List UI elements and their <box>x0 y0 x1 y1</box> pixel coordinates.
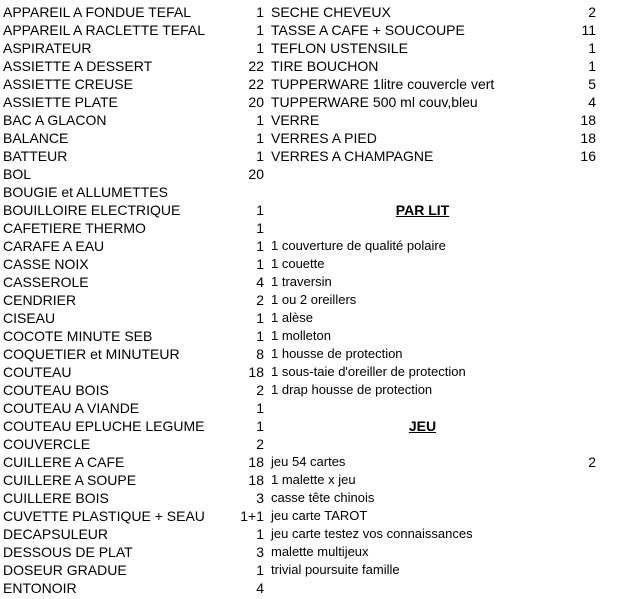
item-name: ENTONOIR <box>3 580 77 596</box>
item-name: COUTEAU BOIS <box>3 382 109 398</box>
item-quantity: 2 <box>588 454 596 470</box>
item-name: COUTEAU A VIANDE <box>3 400 140 416</box>
item-name: 1 traversin <box>271 274 332 289</box>
item-quantity: 18 <box>248 472 264 488</box>
item-name: TIRE BOUCHON <box>271 58 379 74</box>
item-name: DESSOUS DE PLAT <box>3 544 133 560</box>
table-row <box>0 525 642 543</box>
item-quantity: 8 <box>256 346 264 362</box>
item-name: CUILLERE A CAFE <box>3 454 125 470</box>
item-name: CASSEROLE <box>3 274 89 290</box>
table-row <box>0 129 642 147</box>
item-name: VERRES A CHAMPAGNE <box>271 148 434 164</box>
item-name: BOL <box>3 166 32 182</box>
section-heading: JEU <box>408 418 437 434</box>
item-name: CUILLERE A SOUPE <box>3 472 137 488</box>
item-quantity: 1 <box>256 112 264 128</box>
item-quantity: 2 <box>588 4 596 20</box>
item-name: ASSIETTE A DESSERT <box>3 58 153 74</box>
table-row <box>0 327 642 345</box>
table-row <box>0 57 642 75</box>
item-name: 1 sous-taie d'oreiller de protection <box>271 364 466 379</box>
item-name: CENDRIER <box>3 292 77 308</box>
item-name: 1 molleton <box>271 328 331 343</box>
item-quantity: 1 <box>256 310 264 326</box>
table-row <box>0 363 642 381</box>
item-quantity: 4 <box>256 274 264 290</box>
item-name: malette multijeux <box>271 544 369 559</box>
item-quantity: 4 <box>256 580 264 596</box>
item-name: jeu carte testez vos connaissances <box>271 526 473 541</box>
item-name: COUTEAU <box>3 364 72 380</box>
table-row <box>0 255 642 273</box>
item-quantity: 2 <box>256 292 264 308</box>
item-name: 1 drap housse de protection <box>271 382 433 397</box>
item-quantity: 1 <box>256 220 264 236</box>
item-name: jeu 54 cartes <box>271 454 346 469</box>
item-quantity: 1 <box>256 40 264 56</box>
item-name: COUVERCLE <box>3 436 91 452</box>
table-row <box>0 381 642 399</box>
table-row <box>0 219 642 237</box>
item-name: APPAREIL A FONDUE TEFAL <box>3 4 192 20</box>
item-quantity: 1 <box>256 22 264 38</box>
item-name: DOSEUR GRADUE <box>3 562 127 578</box>
table-row <box>0 291 642 309</box>
item-name: CARAFE A EAU <box>3 238 105 254</box>
table-row <box>0 93 642 111</box>
item-quantity: 1 <box>256 400 264 416</box>
item-name: casse tête chinois <box>271 490 375 505</box>
item-quantity: 1 <box>256 4 264 20</box>
table-row <box>0 471 642 489</box>
item-name: TUPPERWARE 500 ml couv,bleu <box>271 94 478 110</box>
table-row <box>0 21 642 39</box>
item-quantity: 5 <box>588 76 596 92</box>
table-row <box>0 111 642 129</box>
item-name: BOUILLOIRE ELECTRIQUE <box>3 202 181 218</box>
item-quantity: 18 <box>580 130 596 146</box>
item-quantity: 1 <box>256 238 264 254</box>
table-row <box>0 507 642 525</box>
item-name: 1 malette x jeu <box>271 472 356 487</box>
item-name: 1 couette <box>271 256 325 271</box>
item-name: ASPIRATEUR <box>3 40 92 56</box>
item-name: trivial poursuite famille <box>271 562 400 577</box>
item-name: COUTEAU EPLUCHE LEGUME <box>3 418 205 434</box>
item-name: APPAREIL A RACLETTE TEFAL <box>3 22 206 38</box>
item-name: TASSE A CAFE + SOUCOUPE <box>271 22 465 38</box>
table-row <box>0 75 642 93</box>
table-row <box>0 309 642 327</box>
item-quantity: 1 <box>256 130 264 146</box>
table-row <box>0 435 642 453</box>
item-quantity: 4 <box>588 94 596 110</box>
table-row <box>0 273 642 291</box>
table-row <box>0 345 642 363</box>
table-row <box>0 183 642 201</box>
table-row <box>0 561 642 579</box>
table-row <box>0 579 642 597</box>
item-name: jeu carte TAROT <box>271 508 368 523</box>
table-row <box>0 489 642 507</box>
item-name: 1 alèse <box>271 310 313 325</box>
item-quantity: 20 <box>248 166 264 182</box>
item-quantity: 22 <box>248 76 264 92</box>
table-row <box>0 165 642 183</box>
table-row <box>0 237 642 255</box>
item-name: ASSIETTE PLATE <box>3 94 118 110</box>
table-row <box>0 201 642 219</box>
item-quantity: 16 <box>580 148 596 164</box>
item-quantity: 1 <box>256 418 264 434</box>
item-quantity: 1 <box>256 256 264 272</box>
item-quantity: 1+1 <box>240 508 264 524</box>
item-name: VERRES A PIED <box>271 130 377 146</box>
item-quantity: 1 <box>588 58 596 74</box>
table-row <box>0 147 642 165</box>
item-name: BAC A GLACON <box>3 112 107 128</box>
table-row <box>0 453 642 471</box>
item-quantity: 3 <box>256 490 264 506</box>
item-name: 1 ou 2 oreillers <box>271 292 357 307</box>
item-quantity: 3 <box>256 544 264 560</box>
item-name: CAFETIERE THERMO <box>3 220 146 236</box>
table-row <box>0 543 642 561</box>
item-quantity: 2 <box>256 382 264 398</box>
item-quantity: 1 <box>256 148 264 164</box>
item-quantity: 1 <box>256 562 264 578</box>
item-name: CISEAU <box>3 310 56 326</box>
item-quantity: 1 <box>256 328 264 344</box>
item-name: TUPPERWARE 1litre couvercle vert <box>271 76 495 92</box>
item-quantity: 1 <box>256 526 264 542</box>
item-quantity: 22 <box>248 58 264 74</box>
item-name: TEFLON USTENSILE <box>271 40 408 56</box>
item-quantity: 18 <box>248 454 264 470</box>
item-quantity: 18 <box>580 112 596 128</box>
item-name: BATTEUR <box>3 148 68 164</box>
table-row <box>0 39 642 57</box>
item-quantity: 20 <box>248 94 264 110</box>
item-name: COQUETIER et MINUTEUR <box>3 346 180 362</box>
inventory-sheet <box>0 3 642 597</box>
item-quantity: 11 <box>581 22 596 38</box>
item-quantity: 1 <box>256 202 264 218</box>
item-name: 1 housse de protection <box>271 346 403 361</box>
item-name: DECAPSULEUR <box>3 526 109 542</box>
item-quantity: 1 <box>588 40 596 56</box>
table-row <box>0 3 642 21</box>
item-name: 1 couverture de qualité polaire <box>271 238 446 253</box>
item-name: ASSIETTE CREUSE <box>3 76 133 92</box>
item-quantity: 2 <box>256 436 264 452</box>
table-row <box>0 417 642 435</box>
section-heading: PAR LIT <box>395 202 450 218</box>
item-name: BALANCE <box>3 130 69 146</box>
item-name: CUVETTE PLASTIQUE + SEAU <box>3 508 205 524</box>
item-name: VERRE <box>271 112 320 128</box>
item-name: COCOTE MINUTE SEB <box>3 328 153 344</box>
item-name: BOUGIE et ALLUMETTES <box>3 184 168 200</box>
item-name: CUILLERE BOIS <box>3 490 109 506</box>
item-name: SECHE CHEVEUX <box>271 4 391 20</box>
item-name: CASSE NOIX <box>3 256 89 272</box>
table-row <box>0 399 642 417</box>
item-quantity: 18 <box>248 364 264 380</box>
